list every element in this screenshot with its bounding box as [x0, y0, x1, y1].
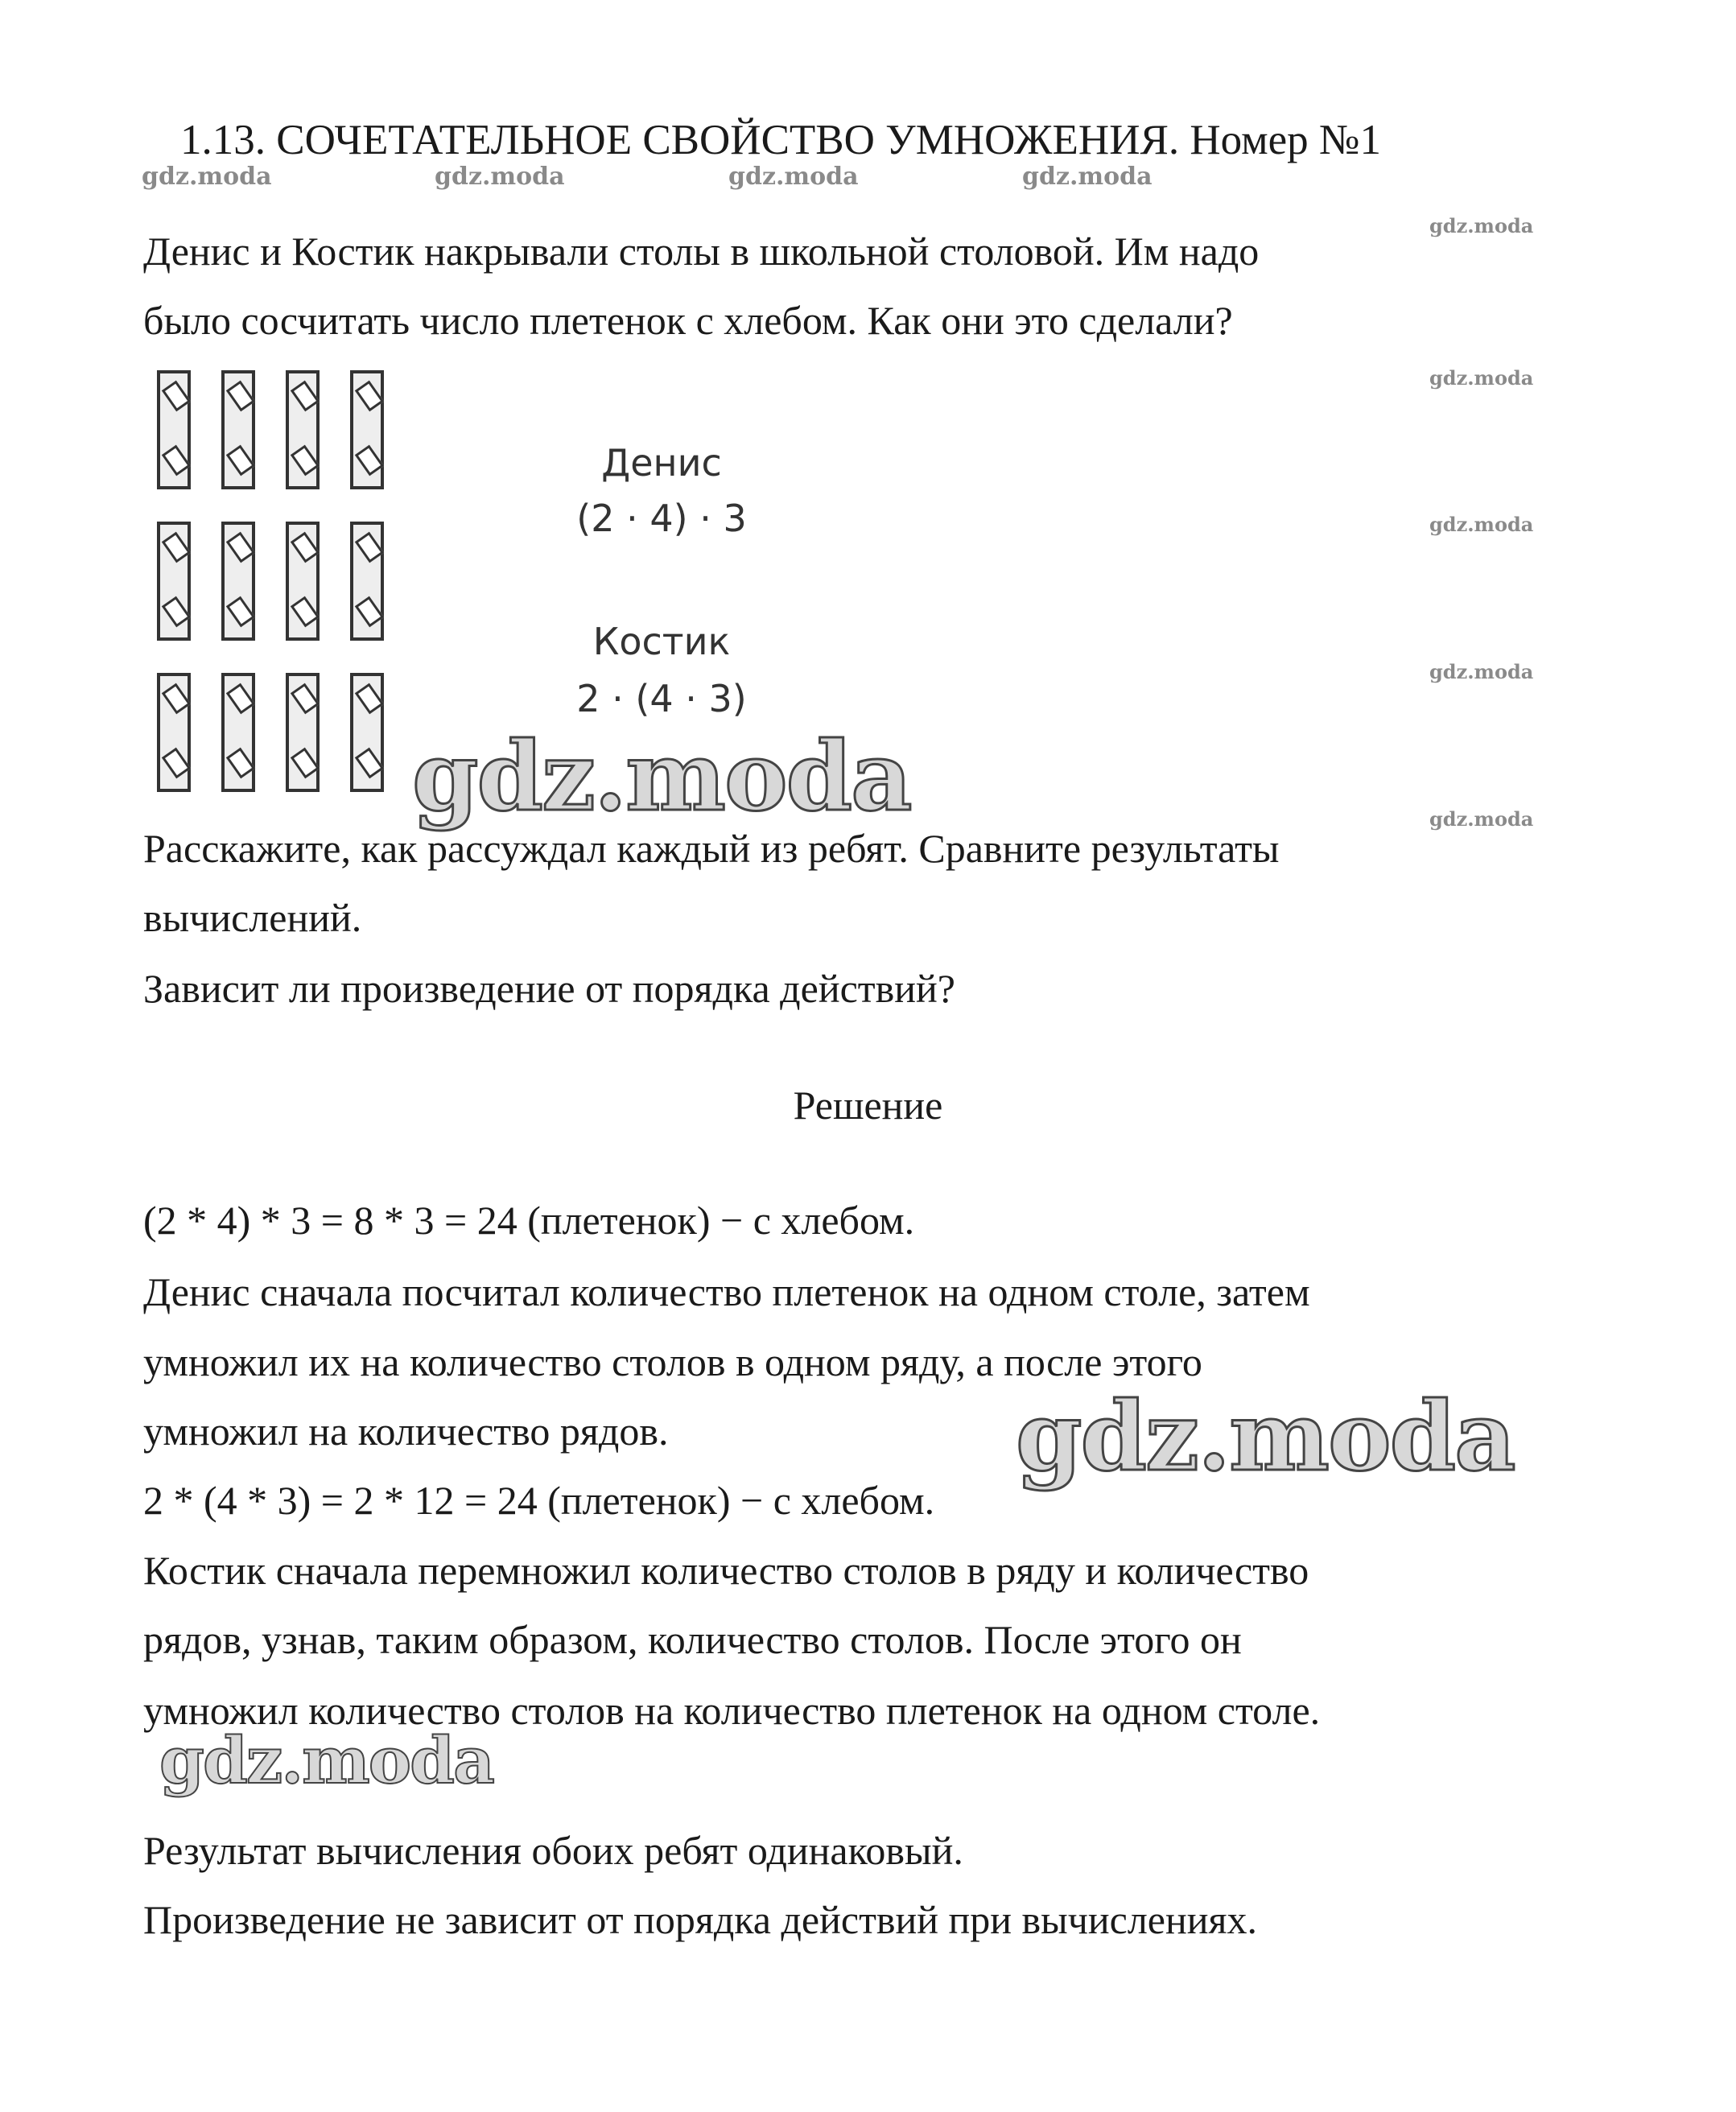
conclusion-line: Произведение не зависит от порядка действий при вычислениях. — [143, 1897, 1258, 1942]
watermark: gdz.moda — [435, 163, 565, 191]
bread-basket-icon — [162, 683, 191, 715]
table — [221, 370, 255, 489]
bread-basket-icon — [226, 381, 255, 412]
question-line: Зависит ли произведение от порядка действий? — [143, 966, 955, 1011]
table — [221, 673, 255, 792]
denis-expression: (2 · 4) · 3 — [576, 497, 747, 540]
denis-label: Денис — [601, 441, 722, 485]
bread-basket-icon — [355, 532, 384, 563]
bread-basket-icon — [226, 445, 255, 476]
solution-line: умножил их на количество столов в одном ряду, а после этого — [143, 1339, 1202, 1384]
bread-basket-icon — [291, 596, 320, 628]
solution-line: рядов, узнав, таким образом, количество столов. После этого он — [143, 1617, 1242, 1662]
bread-basket-icon — [226, 532, 255, 563]
table — [286, 370, 320, 489]
watermark: gdz.moda — [1429, 807, 1534, 831]
bread-basket-icon — [162, 532, 191, 563]
bread-basket-icon — [162, 748, 191, 779]
watermark-large: gdz.moda — [159, 1722, 493, 1798]
watermark-large: gdz.moda — [1016, 1380, 1515, 1492]
table — [157, 370, 191, 489]
bread-basket-icon — [355, 748, 384, 779]
bread-basket-icon — [162, 381, 191, 412]
kostik-expression: 2 · (4 · 3) — [576, 677, 747, 720]
table — [286, 673, 320, 792]
watermark: gdz.moda — [1429, 214, 1534, 237]
table — [350, 673, 384, 792]
bread-basket-icon — [355, 683, 384, 715]
bread-basket-icon — [291, 683, 320, 715]
page-title: 1.13. СОЧЕТАТЕЛЬНОЕ СВОЙСТВО УМНОЖЕНИЯ. Номер №1 — [180, 117, 1381, 163]
solution-line: Костик сначала перемножил количество столов в ряду и количество — [143, 1548, 1309, 1593]
bread-basket-icon — [355, 381, 384, 412]
watermark: gdz.moda — [728, 163, 859, 191]
solution-heading: Решение — [793, 1083, 943, 1128]
table — [157, 673, 191, 792]
bread-basket-icon — [226, 748, 255, 779]
kostik-label: Костик — [592, 620, 731, 663]
bread-basket-icon — [291, 445, 320, 476]
bread-basket-icon — [291, 748, 320, 779]
table — [286, 522, 320, 641]
bread-basket-icon — [226, 683, 255, 715]
watermark: gdz.moda — [1429, 660, 1534, 683]
table — [350, 522, 384, 641]
question-line: вычислений. — [143, 895, 362, 940]
watermark: gdz.moda — [1022, 163, 1153, 191]
tables-illustration — [157, 370, 423, 801]
table — [221, 522, 255, 641]
bread-basket-icon — [162, 445, 191, 476]
solution-line: умножил количество столов на количество плетенок на одном столе. — [143, 1688, 1321, 1733]
solution-line: (2 * 4) * 3 = 8 * 3 = 24 (плетенок) − с хлебом. — [143, 1198, 915, 1243]
task-line: было сосчитать число плетенок с хлебом. Как они это сделали? — [143, 298, 1233, 343]
watermark: gdz.moda — [1429, 513, 1534, 536]
conclusion-line: Результат вычисления обоих ребят одинаковый. — [143, 1828, 963, 1873]
question-line: Расскажите, как рассуждал каждый из ребят. Сравните результаты — [143, 826, 1280, 871]
table — [350, 370, 384, 489]
bread-basket-icon — [226, 596, 255, 628]
bread-basket-icon — [355, 596, 384, 628]
watermark: gdz.moda — [1429, 366, 1534, 390]
solution-line: умножил на количество рядов. — [143, 1409, 669, 1454]
solution-line: 2 * (4 * 3) = 2 * 12 = 24 (плетенок) − с хлебом. — [143, 1478, 935, 1523]
bread-basket-icon — [291, 532, 320, 563]
bread-basket-icon — [355, 445, 384, 476]
watermark-large: gdz.moda — [412, 720, 911, 832]
bread-basket-icon — [162, 596, 191, 628]
bread-basket-icon — [291, 381, 320, 412]
solution-line: Денис сначала посчитал количество плетенок на одном столе, затем — [143, 1269, 1310, 1314]
table — [157, 522, 191, 641]
watermark: gdz.moda — [142, 163, 272, 191]
task-line: Денис и Костик накрывали столы в школьной столовой. Им надо — [143, 229, 1260, 274]
